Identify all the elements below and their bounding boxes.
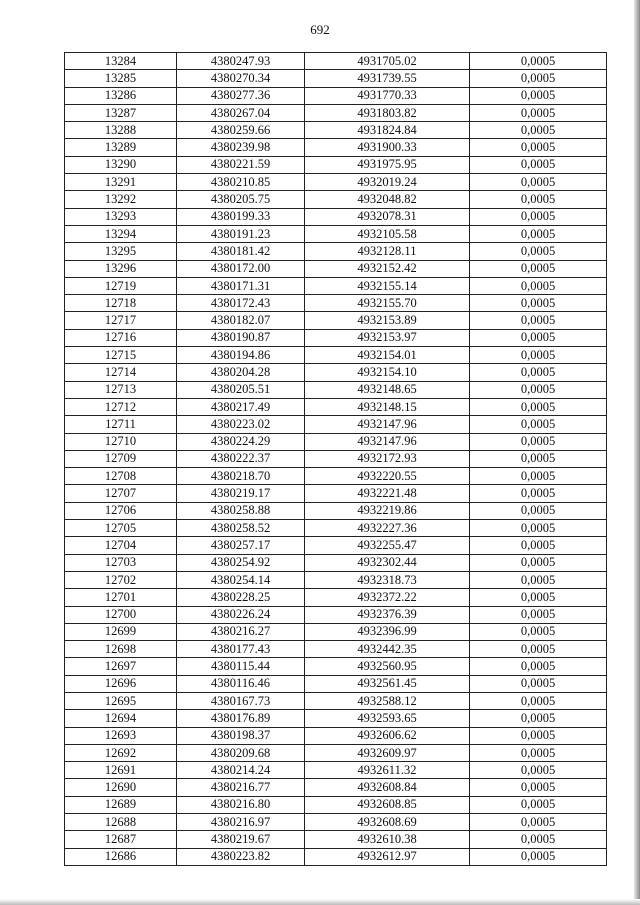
point-number-cell: 12715 — [65, 347, 177, 364]
point-number-cell: 12690 — [65, 779, 177, 796]
accuracy-cell: 0,0005 — [470, 744, 607, 761]
table-row — [65, 450, 607, 467]
y-coordinate-cell: 4932606.62 — [305, 727, 470, 744]
point-number-cell: 12688 — [65, 814, 177, 831]
accuracy-cell: 0,0005 — [470, 727, 607, 744]
table-row — [65, 87, 607, 104]
coordinates-table — [64, 52, 607, 866]
table-row — [65, 485, 607, 502]
accuracy-cell: 0,0005 — [470, 554, 607, 571]
point-number-cell: 13289 — [65, 139, 177, 156]
table-row — [65, 312, 607, 329]
table-row — [65, 606, 607, 623]
table-row — [65, 623, 607, 640]
accuracy-cell: 0,0005 — [470, 814, 607, 831]
table-row — [65, 104, 607, 121]
accuracy-cell: 0,0005 — [470, 606, 607, 623]
x-coordinate-cell: 4380176.89 — [177, 710, 305, 727]
point-number-cell: 12718 — [65, 295, 177, 312]
point-number-cell: 13294 — [65, 225, 177, 242]
accuracy-cell: 0,0005 — [470, 277, 607, 294]
y-coordinate-cell: 4932593.65 — [305, 710, 470, 727]
x-coordinate-cell: 4380228.25 — [177, 589, 305, 606]
x-coordinate-cell: 4380210.85 — [177, 174, 305, 191]
point-number-cell: 13295 — [65, 243, 177, 260]
point-number-cell: 13293 — [65, 208, 177, 225]
x-coordinate-cell: 4380224.29 — [177, 433, 305, 450]
point-number-cell: 12716 — [65, 329, 177, 346]
point-number-cell: 13285 — [65, 70, 177, 87]
point-number-cell: 12709 — [65, 450, 177, 467]
point-number-cell: 12699 — [65, 623, 177, 640]
x-coordinate-cell: 4380214.24 — [177, 762, 305, 779]
y-coordinate-cell: 4932610.38 — [305, 831, 470, 848]
y-coordinate-cell: 4931824.84 — [305, 122, 470, 139]
table-row — [65, 589, 607, 606]
point-number-cell: 12713 — [65, 381, 177, 398]
y-coordinate-cell: 4932318.73 — [305, 571, 470, 588]
y-coordinate-cell: 4932608.85 — [305, 796, 470, 813]
x-coordinate-cell: 4380199.33 — [177, 208, 305, 225]
table-row — [65, 156, 607, 173]
y-coordinate-cell: 4932048.82 — [305, 191, 470, 208]
accuracy-cell: 0,0005 — [470, 450, 607, 467]
point-number-cell: 12702 — [65, 571, 177, 588]
accuracy-cell: 0,0005 — [470, 295, 607, 312]
point-number-cell: 12687 — [65, 831, 177, 848]
x-coordinate-cell: 4380190.87 — [177, 329, 305, 346]
accuracy-cell: 0,0005 — [470, 70, 607, 87]
x-coordinate-cell: 4380219.67 — [177, 831, 305, 848]
y-coordinate-cell: 4932147.96 — [305, 416, 470, 433]
y-coordinate-cell: 4932154.01 — [305, 347, 470, 364]
point-number-cell: 12695 — [65, 692, 177, 709]
x-coordinate-cell: 4380177.43 — [177, 641, 305, 658]
accuracy-cell: 0,0005 — [470, 139, 607, 156]
y-coordinate-cell: 4932219.86 — [305, 502, 470, 519]
accuracy-cell: 0,0005 — [470, 641, 607, 658]
x-coordinate-cell: 4380223.82 — [177, 848, 305, 865]
accuracy-cell: 0,0005 — [470, 762, 607, 779]
point-number-cell: 12693 — [65, 727, 177, 744]
accuracy-cell: 0,0005 — [470, 364, 607, 381]
accuracy-cell: 0,0005 — [470, 589, 607, 606]
point-number-cell: 12700 — [65, 606, 177, 623]
table-row — [65, 225, 607, 242]
table-row — [65, 779, 607, 796]
y-coordinate-cell: 4932609.97 — [305, 744, 470, 761]
y-coordinate-cell: 4932611.32 — [305, 762, 470, 779]
y-coordinate-cell: 4932152.42 — [305, 260, 470, 277]
point-number-cell: 13284 — [65, 53, 177, 70]
table-row — [65, 796, 607, 813]
point-number-cell: 12686 — [65, 848, 177, 865]
table-row — [65, 329, 607, 346]
x-coordinate-cell: 4380277.36 — [177, 87, 305, 104]
table-row — [65, 520, 607, 537]
y-coordinate-cell: 4932155.70 — [305, 295, 470, 312]
point-number-cell: 13288 — [65, 122, 177, 139]
x-coordinate-cell: 4380216.80 — [177, 796, 305, 813]
accuracy-cell: 0,0005 — [470, 191, 607, 208]
point-number-cell: 12692 — [65, 744, 177, 761]
accuracy-cell: 0,0005 — [470, 675, 607, 692]
x-coordinate-cell: 4380247.93 — [177, 53, 305, 70]
y-coordinate-cell: 4932608.84 — [305, 779, 470, 796]
table-row — [65, 260, 607, 277]
table-row — [65, 814, 607, 831]
y-coordinate-cell: 4932172.93 — [305, 450, 470, 467]
y-coordinate-cell: 4931705.02 — [305, 53, 470, 70]
y-coordinate-cell: 4932019.24 — [305, 174, 470, 191]
accuracy-cell: 0,0005 — [470, 831, 607, 848]
y-coordinate-cell: 4932608.69 — [305, 814, 470, 831]
point-number-cell: 12704 — [65, 537, 177, 554]
x-coordinate-cell: 4380205.51 — [177, 381, 305, 398]
y-coordinate-cell: 4932220.55 — [305, 468, 470, 485]
point-number-cell: 12691 — [65, 762, 177, 779]
accuracy-cell: 0,0005 — [470, 208, 607, 225]
accuracy-cell: 0,0005 — [470, 174, 607, 191]
point-number-cell: 13286 — [65, 87, 177, 104]
table-row — [65, 554, 607, 571]
accuracy-cell: 0,0005 — [470, 225, 607, 242]
x-coordinate-cell: 4380270.34 — [177, 70, 305, 87]
point-number-cell: 12696 — [65, 675, 177, 692]
accuracy-cell: 0,0005 — [470, 398, 607, 415]
accuracy-cell: 0,0005 — [470, 796, 607, 813]
table-row — [65, 433, 607, 450]
accuracy-cell: 0,0005 — [470, 243, 607, 260]
table-row — [65, 692, 607, 709]
x-coordinate-cell: 4380216.77 — [177, 779, 305, 796]
y-coordinate-cell: 4932128.11 — [305, 243, 470, 260]
x-coordinate-cell: 4380239.98 — [177, 139, 305, 156]
x-coordinate-cell: 4380198.37 — [177, 727, 305, 744]
x-coordinate-cell: 4380182.07 — [177, 312, 305, 329]
point-number-cell: 12705 — [65, 520, 177, 537]
y-coordinate-cell: 4932221.48 — [305, 485, 470, 502]
y-coordinate-cell: 4932105.58 — [305, 225, 470, 242]
y-coordinate-cell: 4932227.36 — [305, 520, 470, 537]
x-coordinate-cell: 4380116.46 — [177, 675, 305, 692]
accuracy-cell: 0,0005 — [470, 433, 607, 450]
point-number-cell: 12697 — [65, 658, 177, 675]
x-coordinate-cell: 4380191.23 — [177, 225, 305, 242]
table-row — [65, 502, 607, 519]
y-coordinate-cell: 4932078.31 — [305, 208, 470, 225]
x-coordinate-cell: 4380218.70 — [177, 468, 305, 485]
accuracy-cell: 0,0005 — [470, 381, 607, 398]
point-number-cell: 13291 — [65, 174, 177, 191]
accuracy-cell: 0,0005 — [470, 623, 607, 640]
y-coordinate-cell: 4932255.47 — [305, 537, 470, 554]
x-coordinate-cell: 4380181.42 — [177, 243, 305, 260]
y-coordinate-cell: 4932442.35 — [305, 641, 470, 658]
x-coordinate-cell: 4380217.49 — [177, 398, 305, 415]
x-coordinate-cell: 4380115.44 — [177, 658, 305, 675]
y-coordinate-cell: 4932376.39 — [305, 606, 470, 623]
table-row — [65, 468, 607, 485]
table-body — [65, 53, 607, 866]
table-row — [65, 762, 607, 779]
accuracy-cell: 0,0005 — [470, 156, 607, 173]
table-row — [65, 139, 607, 156]
point-number-cell: 12711 — [65, 416, 177, 433]
y-coordinate-cell: 4931770.33 — [305, 87, 470, 104]
point-number-cell: 12703 — [65, 554, 177, 571]
y-coordinate-cell: 4932588.12 — [305, 692, 470, 709]
y-coordinate-cell: 4931803.82 — [305, 104, 470, 121]
accuracy-cell: 0,0005 — [470, 347, 607, 364]
table-row — [65, 122, 607, 139]
table-row — [65, 347, 607, 364]
y-coordinate-cell: 4932147.96 — [305, 433, 470, 450]
x-coordinate-cell: 4380205.75 — [177, 191, 305, 208]
point-number-cell: 13290 — [65, 156, 177, 173]
accuracy-cell: 0,0005 — [470, 468, 607, 485]
table-row — [65, 727, 607, 744]
x-coordinate-cell: 4380257.17 — [177, 537, 305, 554]
accuracy-cell: 0,0005 — [470, 502, 607, 519]
accuracy-cell: 0,0005 — [470, 87, 607, 104]
table-row — [65, 277, 607, 294]
table-row — [65, 537, 607, 554]
point-number-cell: 12701 — [65, 589, 177, 606]
x-coordinate-cell: 4380259.66 — [177, 122, 305, 139]
x-coordinate-cell: 4380204.28 — [177, 364, 305, 381]
accuracy-cell: 0,0005 — [470, 485, 607, 502]
scan-bottom-shadow — [0, 899, 640, 905]
accuracy-cell: 0,0005 — [470, 53, 607, 70]
y-coordinate-cell: 4931975.95 — [305, 156, 470, 173]
y-coordinate-cell: 4931900.33 — [305, 139, 470, 156]
x-coordinate-cell: 4380226.24 — [177, 606, 305, 623]
x-coordinate-cell: 4380172.43 — [177, 295, 305, 312]
table-row — [65, 416, 607, 433]
point-number-cell: 12708 — [65, 468, 177, 485]
x-coordinate-cell: 4380222.37 — [177, 450, 305, 467]
y-coordinate-cell: 4931739.55 — [305, 70, 470, 87]
point-number-cell: 12714 — [65, 364, 177, 381]
accuracy-cell: 0,0005 — [470, 571, 607, 588]
point-number-cell: 13292 — [65, 191, 177, 208]
table-row — [65, 208, 607, 225]
table-row — [65, 398, 607, 415]
x-coordinate-cell: 4380167.73 — [177, 692, 305, 709]
accuracy-cell: 0,0005 — [470, 312, 607, 329]
accuracy-cell: 0,0005 — [470, 692, 607, 709]
point-number-cell: 13296 — [65, 260, 177, 277]
point-number-cell: 12694 — [65, 710, 177, 727]
accuracy-cell: 0,0005 — [470, 658, 607, 675]
y-coordinate-cell: 4932561.45 — [305, 675, 470, 692]
accuracy-cell: 0,0005 — [470, 848, 607, 865]
table-row — [65, 364, 607, 381]
point-number-cell: 12707 — [65, 485, 177, 502]
y-coordinate-cell: 4932153.97 — [305, 329, 470, 346]
table-row — [65, 191, 607, 208]
x-coordinate-cell: 4380194.86 — [177, 347, 305, 364]
x-coordinate-cell: 4380216.97 — [177, 814, 305, 831]
accuracy-cell: 0,0005 — [470, 122, 607, 139]
x-coordinate-cell: 4380221.59 — [177, 156, 305, 173]
point-number-cell: 13287 — [65, 104, 177, 121]
point-number-cell: 12689 — [65, 796, 177, 813]
point-number-cell: 12706 — [65, 502, 177, 519]
x-coordinate-cell: 4380219.17 — [177, 485, 305, 502]
point-number-cell: 12698 — [65, 641, 177, 658]
y-coordinate-cell: 4932396.99 — [305, 623, 470, 640]
x-coordinate-cell: 4380258.88 — [177, 502, 305, 519]
y-coordinate-cell: 4932148.15 — [305, 398, 470, 415]
table-row — [65, 675, 607, 692]
table-row — [65, 53, 607, 70]
accuracy-cell: 0,0005 — [470, 537, 607, 554]
y-coordinate-cell: 4932302.44 — [305, 554, 470, 571]
point-number-cell: 12710 — [65, 433, 177, 450]
accuracy-cell: 0,0005 — [470, 104, 607, 121]
x-coordinate-cell: 4380216.27 — [177, 623, 305, 640]
table-row — [65, 381, 607, 398]
y-coordinate-cell: 4932153.89 — [305, 312, 470, 329]
y-coordinate-cell: 4932372.22 — [305, 589, 470, 606]
scan-edge-shadow — [634, 0, 640, 905]
table-row — [65, 70, 607, 87]
x-coordinate-cell: 4380258.52 — [177, 520, 305, 537]
x-coordinate-cell: 4380254.92 — [177, 554, 305, 571]
table-row — [65, 658, 607, 675]
x-coordinate-cell: 4380223.02 — [177, 416, 305, 433]
point-number-cell: 12712 — [65, 398, 177, 415]
accuracy-cell: 0,0005 — [470, 416, 607, 433]
accuracy-cell: 0,0005 — [470, 710, 607, 727]
table-row — [65, 831, 607, 848]
y-coordinate-cell: 4932154.10 — [305, 364, 470, 381]
x-coordinate-cell: 4380209.68 — [177, 744, 305, 761]
x-coordinate-cell: 4380267.04 — [177, 104, 305, 121]
table-row — [65, 174, 607, 191]
table-row — [65, 243, 607, 260]
x-coordinate-cell: 4380254.14 — [177, 571, 305, 588]
table-row — [65, 710, 607, 727]
x-coordinate-cell: 4380172.00 — [177, 260, 305, 277]
table-row — [65, 295, 607, 312]
accuracy-cell: 0,0005 — [470, 520, 607, 537]
x-coordinate-cell: 4380171.31 — [177, 277, 305, 294]
page-number: 692 — [310, 22, 330, 37]
table-row — [65, 848, 607, 865]
accuracy-cell: 0,0005 — [470, 779, 607, 796]
accuracy-cell: 0,0005 — [470, 260, 607, 277]
point-number-cell: 12717 — [65, 312, 177, 329]
point-number-cell: 12719 — [65, 277, 177, 294]
y-coordinate-cell: 4932155.14 — [305, 277, 470, 294]
y-coordinate-cell: 4932560.95 — [305, 658, 470, 675]
table-row — [65, 571, 607, 588]
table-row — [65, 641, 607, 658]
accuracy-cell: 0,0005 — [470, 329, 607, 346]
y-coordinate-cell: 4932612.97 — [305, 848, 470, 865]
table-row — [65, 744, 607, 761]
y-coordinate-cell: 4932148.65 — [305, 381, 470, 398]
